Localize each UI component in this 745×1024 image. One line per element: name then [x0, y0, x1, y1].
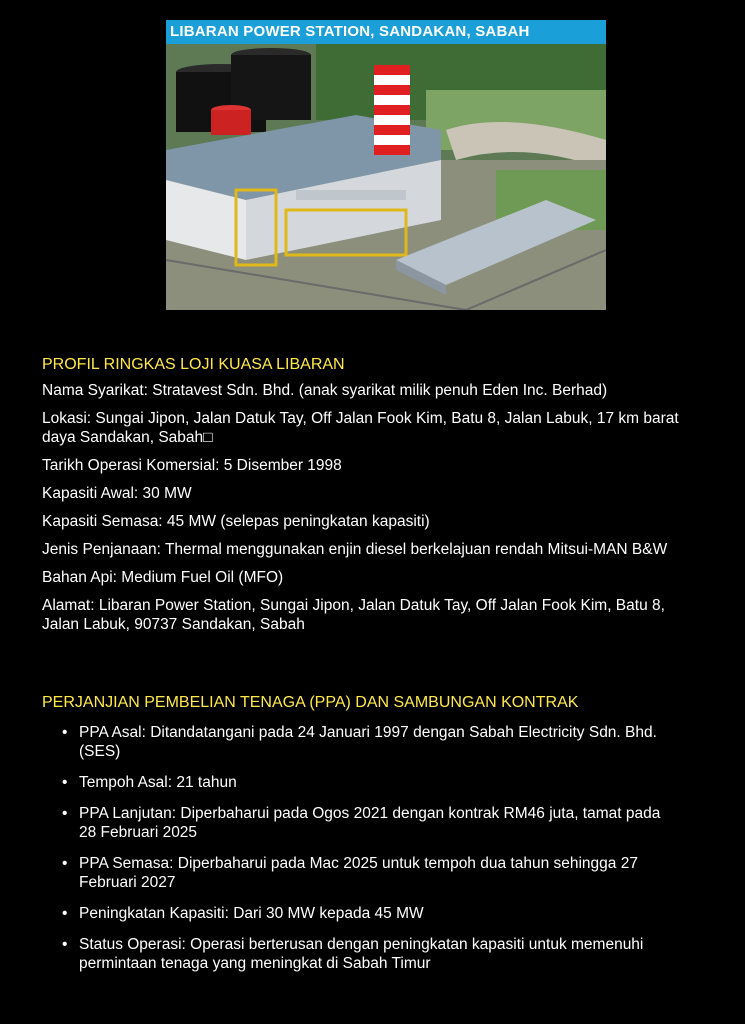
- profile-item: Jenis Penjanaan: Thermal menggunakan enjin diesel berkelajuan rendah Mitsui-MAN B&W: [42, 541, 668, 558]
- ppa-heading: PERJANJIAN PEMBELIAN TENAGA (PPA) DAN SAMBUNGAN KONTRAK: [42, 694, 579, 711]
- ppa-item-text: PPA Asal: Ditandatangani pada 24 Januari 1997 dengan Sabah Electricity Sdn. Bhd. (SES): [79, 724, 657, 760]
- profile-item: Bahan Api: Medium Fuel Oil (MFO): [42, 569, 284, 586]
- ppa-item-text: PPA Semasa: Diperbaharui pada Mac 2025 untuk tempoh dua tahun sehingga 27 Februari 2027: [79, 855, 638, 891]
- bullet-icon: •: [62, 724, 68, 741]
- ppa-item-text: PPA Lanjutan: Diperbaharui pada Ogos 2021 dengan kontrak RM46 juta, tamat pada 28 Februari 2025: [79, 805, 661, 841]
- power-station-photo: [166, 20, 606, 310]
- bullet-icon: •: [62, 936, 68, 953]
- ppa-item-text: Tempoh Asal: 21 tahun: [79, 774, 237, 791]
- ppa-item: [62, 773, 679, 792]
- bullet-icon: •: [62, 905, 68, 922]
- ppa-item-text: Status Operasi: Operasi berterusan dengan peningkatan kapasiti untuk memenuhi permintaan tenaga yang meningkat di Sabah Timur: [79, 936, 644, 972]
- profile-item: Kapasiti Semasa: 45 MW (selepas peningkatan kapasiti): [42, 513, 430, 530]
- photo-caption: LIBARAN POWER STATION, SANDAKAN, SABAH: [166, 20, 606, 44]
- profile-item: Kapasiti Awal: 30 MW: [42, 485, 192, 502]
- ppa-item-text: Peningkatan Kapasiti: Dari 30 MW kepada 45 MW: [79, 905, 424, 922]
- profile-list: [42, 381, 682, 643]
- profile-item: Nama Syarikat: Stratavest Sdn. Bhd. (anak syarikat milik penuh Eden Inc. Berhad): [42, 382, 608, 399]
- power-station-illustration: [166, 20, 606, 310]
- ppa-item: [62, 804, 679, 842]
- ppa-item: [62, 854, 679, 892]
- bullet-icon: •: [62, 855, 68, 872]
- profile-item: Tarikh Operasi Komersial: 5 Disember 1998: [42, 457, 342, 474]
- ppa-item: [62, 723, 679, 761]
- profile-heading: PROFIL RINGKAS LOJI KUASA LIBARAN: [42, 356, 345, 373]
- profile-item: Lokasi: Sungai Jipon, Jalan Datuk Tay, Off Jalan Fook Kim, Batu 8, Jalan Labuk, 17 km barat daya Sandakan, Sabah⁠□: [42, 410, 679, 446]
- bullet-icon: •: [62, 805, 68, 822]
- ppa-list: [62, 723, 679, 985]
- ppa-item: [62, 935, 679, 973]
- bullet-icon: •: [62, 774, 68, 791]
- profile-item: Alamat: Libaran Power Station, Sungai Jipon, Jalan Datuk Tay, Off Jalan Fook Kim, Batu 8, Jalan Labuk, 90737 Sandakan, Sabah: [42, 597, 665, 633]
- ppa-item: [62, 904, 679, 923]
